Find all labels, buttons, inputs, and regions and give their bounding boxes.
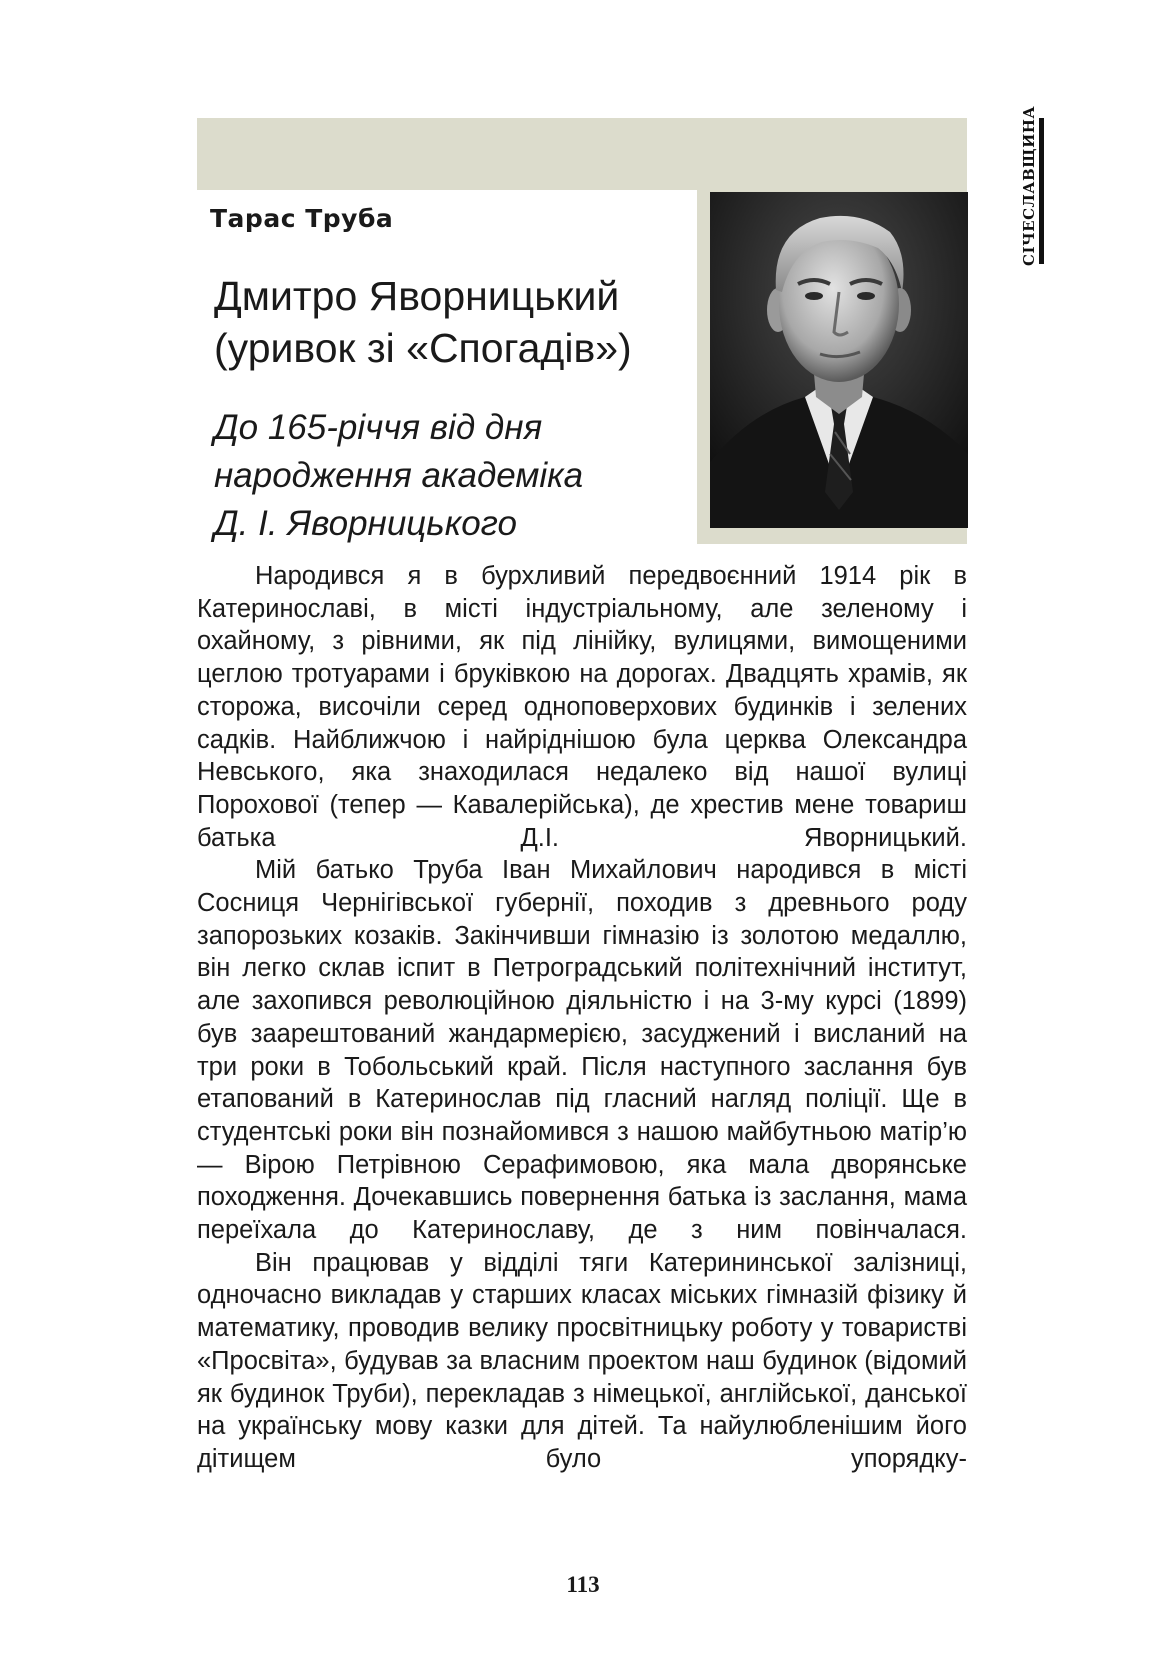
logo-bar (1039, 118, 1044, 264)
subtitle-line-2: народження академіка (214, 456, 584, 495)
body-paragraph-1: Народився я в бурхливий передвоєнний 1914 рік в Катеринославі, в місті індустріальному, але зеленому і охайному, з рівними, як під лінійку, вулицями, вимощеними цеглою тротуарами і бруківкою на дорогах. Двадцять храмів, як сторожа, височіли серед одноповерхових будинків і зелених садків. Найближчою і найріднішою була церква Олександра Невського, яка знаходилася недалеко від нашої вулиці Порохової (тепер — Кавалерійська), де хрестив мене товариш батька Д.І. Яворницький. (197, 562, 967, 852)
page-number: 113 (566, 1572, 600, 1597)
portrait-illustration (710, 192, 968, 528)
author-name: Тарас Труба (210, 204, 394, 233)
title-line-1: Дмитро Яворницький (214, 273, 620, 319)
logo-text: СІЧЕСЛАВЩИНА (1020, 105, 1038, 266)
title-line-2: (уривок зі «Спогадів») (214, 325, 632, 371)
portrait-photo (710, 192, 968, 528)
article-body (197, 560, 967, 1476)
subtitle-line-1: До 165-річчя від дня (214, 408, 543, 447)
header-band (197, 118, 967, 190)
article-title (214, 270, 694, 374)
magazine-logo (1002, 105, 1052, 268)
body-paragraph-2: Мій батько Труба Іван Михайлович народився в місті Сосниця Чернігівської губернії, походив з древнього роду запорозьких козаків. Закінчивши гімназію із золотою медаллю, він легко склав іспит в Петроградський політехнічний інститут, але захопився революційною діяльністю і на 3-му курсі (1899) був заарештований жандармерією, засуджений і висланий на три роки в Тобольський край. Після наступного заслання був етапований в Катеринослав під гласний нагляд поліції. Ще в студентські роки він познайомився з нашою майбутньою матір’ю — Вірою Петрівною Серафимовою, яка мала дворянське походження. Дочекавшись повернення батька із заслання, мама переїхала до Катеринославу, де з ним повінчалася. (197, 856, 967, 1245)
subtitle-line-3: Д. І. Яворницького (214, 504, 518, 543)
body-paragraph-3: Він працював у відділі тяги Катерининської залізниці, одночасно викладав у старших класах міських гімназій фізику й математику, проводив велику просвітницьку роботу у товаристві «Просвіта», будував за власним проектом наш будинок (відомий як будинок Труби), перекладав з німецької, англійської, данської на українську мову казки для дітей. Та найулюбленішим його дітищем було упорядку- (197, 1248, 967, 1473)
article-subtitle (214, 404, 684, 548)
